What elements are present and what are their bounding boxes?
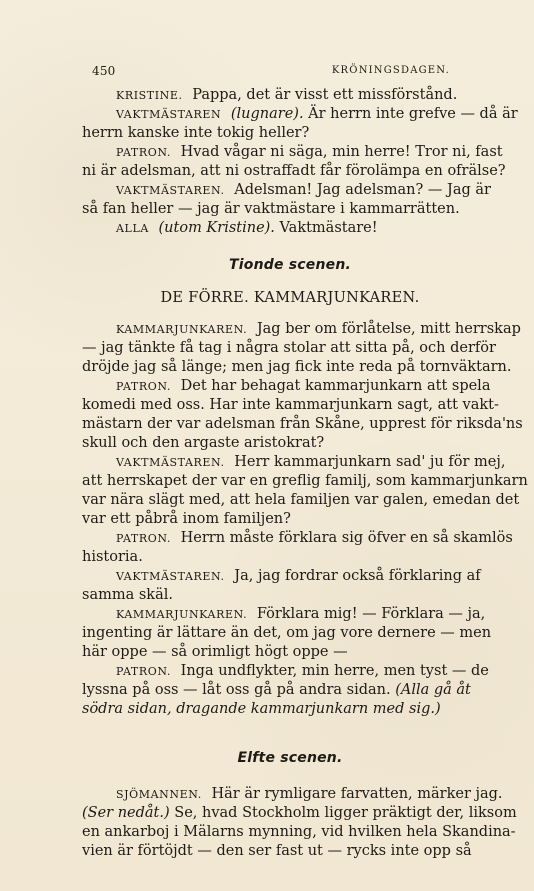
dialogue-line [82, 700, 498, 719]
dialogue-line [82, 510, 498, 529]
scene-cast: DE FÖRRE. KAMMARJUNKAREN. [160, 290, 420, 306]
spacer [82, 310, 498, 320]
speaker-name: KAMMARJUNKAREN. [116, 608, 248, 621]
stage-direction: (Ser nedåt.) [82, 805, 170, 821]
dialogue-text: — jag tänkte få tag i några stolar att sitta på, och derför [82, 340, 496, 356]
dialogue-line [82, 804, 517, 823]
dialogue-line [82, 662, 498, 681]
dialogue-line [82, 181, 498, 200]
dialogue-text: skull och den argaste aristokrat? [82, 435, 325, 451]
dialogue-text: en ankarboj i Mälarns mynning, vid hvilken hela Skandina- [82, 824, 516, 840]
dialogue-line [82, 339, 498, 358]
dialogue-text: Vaktmästare! [279, 220, 378, 236]
dialogue-line [82, 86, 498, 105]
stage-direction: (utom Kristine). [158, 220, 275, 236]
dialogue-text: samma skäl. [82, 587, 173, 603]
page-header [92, 64, 450, 82]
dialogue-text: lyssna på oss — låt oss gå på andra sidan. [82, 682, 391, 698]
dialogue-text: här oppe — så orimligt högt oppe — [82, 644, 348, 660]
speaker-name: KRISTINE. [116, 89, 183, 102]
dialogue-text: Adelsman! Jag adelsman? — Jag är [234, 182, 491, 198]
speaker-name: PATRON. [116, 380, 171, 393]
dialogue-text: Se, hvad Stockholm ligger präktigt der, liksom [174, 805, 517, 821]
speaker-name: PATRON. [116, 665, 171, 678]
dialogue-text: Pappa, det är visst ett missförstånd. [192, 87, 458, 103]
dialogue-text: komedi med oss. Har inte kammarjunkarn sagt, att vakt- [82, 397, 499, 413]
dialogue-text: ingenting är lättare än det, om jag vore dernere — men [82, 625, 492, 641]
dialogue-line [82, 823, 516, 842]
dialogue-line [82, 548, 498, 567]
dialogue-line [82, 219, 498, 238]
dialogue-line [82, 491, 520, 510]
dialogue-text: mästarn der var adelsman från Skåne, upprest för riksda'ns [82, 416, 523, 432]
dialogue-line [82, 124, 498, 143]
running-head: KRÖNINGSDAGEN. [331, 65, 450, 76]
speaker-name: ALLA [116, 222, 149, 235]
dialogue-text: Ja, jag fordrar också förklaring af [234, 568, 481, 584]
speaker-name: KAMMARJUNKAREN. [116, 323, 248, 336]
dialogue-line [82, 842, 498, 861]
dialogue-line [82, 453, 506, 472]
dialogue-text: herrn kanske inte tokig heller? [82, 125, 310, 141]
dialogue-line [82, 320, 521, 339]
stage-direction: södra sidan, dragande kammarjunkarn med sig.) [82, 701, 441, 717]
scene-title: Tionde scenen. [229, 257, 351, 273]
dialogue-line [82, 396, 498, 415]
page-content [82, 86, 528, 861]
speaker-name: PATRON. [116, 146, 171, 159]
dialogue-text: vien är förtöjdt — den ser fast ut — rycks inte opp så [82, 843, 472, 859]
dialogue-text: dröjde jag så länge; men jag fick inte reda på tornväktarn. [82, 359, 512, 375]
dialogue-line [82, 358, 512, 377]
page-number: 450 [92, 64, 116, 78]
dialogue-line [82, 529, 513, 548]
speaker-name: SJÖMANNEN. [116, 788, 202, 801]
speaker-name: VAKTMÄSTAREN. [116, 570, 225, 583]
dialogue-text: Inga undflykter, min herre, men tyst — de [180, 663, 489, 679]
dialogue-text: Jag ber om förlåtelse, mitt herrskap [256, 321, 521, 337]
dialogue-text: Förklara mig! — Förklara — ja, [256, 606, 486, 622]
dialogue-text: var nära slägt med, att hela familjen var galen, emedan det [82, 492, 520, 508]
scene-title: Elfte scenen. [237, 750, 343, 766]
dialogue-line [82, 643, 498, 662]
dialogue-line [82, 434, 498, 453]
stage-direction: (lugnare). [230, 106, 304, 122]
dialogue-line [82, 377, 498, 396]
dialogue-line [82, 162, 506, 181]
dialogue-line [82, 143, 503, 162]
dialogue-text: så fan heller — jag är vaktmästare i kammarrätten. [82, 201, 460, 217]
dialogue-text: Det har behagat kammarjunkarn att spela [180, 378, 491, 394]
dialogue-line [82, 105, 518, 124]
dialogue-text: historia. [82, 549, 143, 565]
dialogue-line [82, 605, 498, 624]
dialogue-line [82, 624, 498, 643]
speaker-name: VAKTMÄSTAREN. [116, 456, 225, 469]
spacer [82, 276, 498, 286]
dialogue-text: Herr kammarjunkarn sad' ju för mej, [234, 454, 506, 470]
dialogue-text: var ett påbrå inom familjen? [82, 511, 291, 527]
spacer [82, 769, 498, 785]
dialogue-line [82, 586, 498, 605]
spacer [82, 719, 498, 747]
stage-direction: (Alla gå åt [395, 682, 471, 698]
dialogue-line [82, 567, 498, 586]
dialogue-text: Herrn måste förklara sig öfver en så skamlös [180, 530, 513, 546]
dialogue-text: Är herrn inte grefve — då är [308, 106, 518, 122]
dialogue-line [82, 472, 528, 491]
dialogue-line [82, 200, 498, 219]
speaker-name: VAKTMÄSTAREN [116, 108, 222, 121]
dialogue-text: ni är adelsman, att ni ostraffadt får förolämpa en ofrälse? [82, 163, 506, 179]
speaker-name: VAKTMÄSTAREN. [116, 184, 225, 197]
dialogue-line [82, 415, 523, 434]
dialogue-text: Här är rymligare farvatten, märker jag. [211, 786, 503, 802]
spacer [82, 238, 498, 254]
dialogue-line [82, 681, 498, 700]
dialogue-text: att herrskapet der var en greflig familj, som kammarjunkarn [82, 473, 528, 489]
dialogue-text: Hvad vågar ni säga, min herre! Tror ni, fast [180, 144, 503, 160]
dialogue-line [82, 785, 503, 804]
speaker-name: PATRON. [116, 532, 171, 545]
